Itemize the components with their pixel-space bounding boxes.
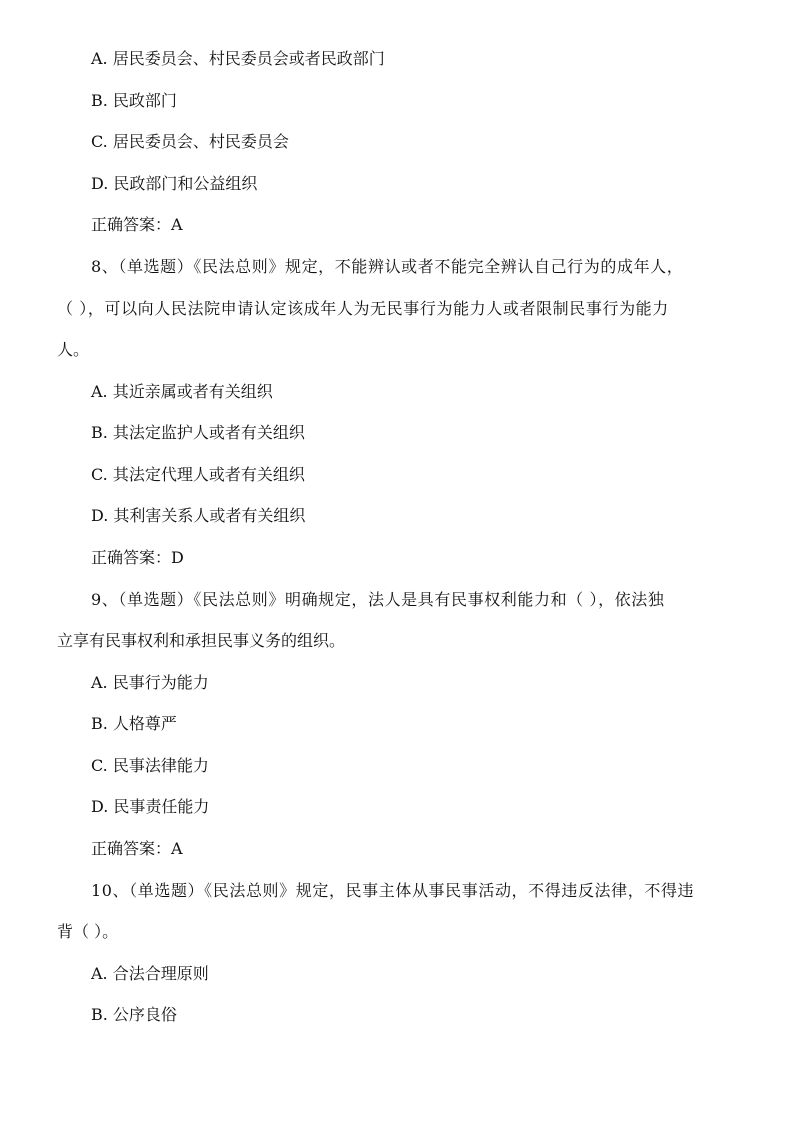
option-b: B. 民政部门 [91,91,177,110]
question-stem-line: （ ），可以向人民法院申请认定该成年人为无民事行为能力人或者限制民事行为能力 [57,299,669,318]
correct-answer: 正确答案：D [91,548,184,567]
option-d: D. 其利害关系人或者有关组织 [91,506,306,525]
question-stem-line: 10、（单选题）《民法总则》规定，民事主体从事民事活动，不得违反法律，不得违 [91,881,695,900]
question-stem-line: 人。 [57,340,90,359]
option-a: A. 民事行为能力 [91,673,209,692]
question-stem-line: 8、（单选题）《民法总则》规定，不能辨认或者不能完全辨认自己行为的成年人， [91,257,684,276]
question-stem-line: 背（ ）。 [57,922,119,941]
option-a: A. 合法合理原则 [91,964,209,983]
option-b: B. 人格尊严 [91,714,177,733]
correct-answer: 正确答案：A [91,215,183,234]
option-c: C. 居民委员会、村民委员会 [91,132,289,151]
option-a: A. 其近亲属或者有关组织 [91,382,273,401]
correct-answer: 正确答案：A [91,839,183,858]
option-b: B. 其法定监护人或者有关组织 [91,423,305,442]
question-stem-line: 9、（单选题）《民法总则》明确规定，法人是具有民事权利能力和（ ），依法独 [91,590,665,609]
option-b: B. 公序良俗 [91,1005,177,1024]
option-a: A. 居民委员会、村民委员会或者民政部门 [91,49,385,68]
option-d: D. 民事责任能力 [91,797,210,816]
question-stem-line: 立享有民事权利和承担民事义务的组织。 [57,631,346,650]
option-c: C. 民事法律能力 [91,756,209,775]
option-d: D. 民政部门和公益组织 [91,174,258,193]
option-c: C. 其法定代理人或者有关组织 [91,465,305,484]
